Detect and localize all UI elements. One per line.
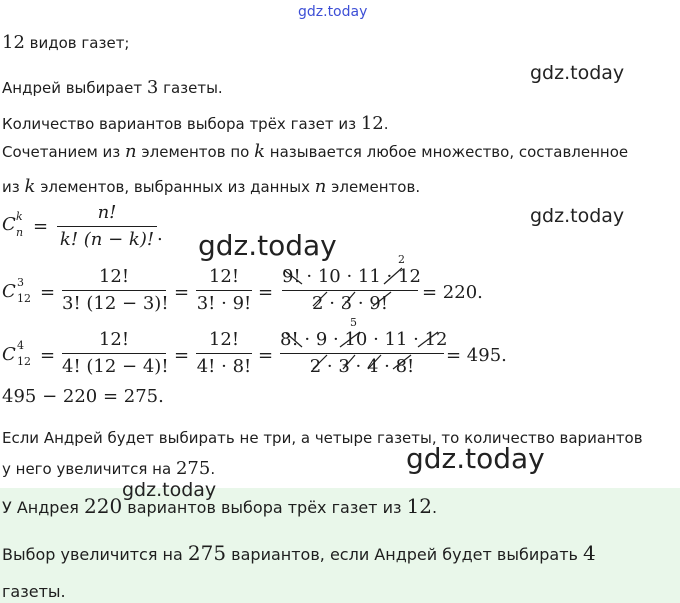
symbol: C [2,214,16,235]
numerator: n! [97,202,117,223]
text: газеты. [158,79,223,97]
line-conclusion-2 [2,459,215,479]
text: из [2,178,25,196]
superscript: 4 [17,339,24,352]
cancel-note: 5 [350,316,357,329]
text: у него увеличится на [2,460,176,478]
text: Количество вариантов выбора трёх газет из [2,115,361,133]
denominator: 2 · 3 · 9! [312,293,388,314]
denominator: 2 · 3 · 4 · 8! [309,356,415,377]
watermark: gdz.today [406,442,545,475]
numerator: 12! [208,266,240,287]
result: = 495. [446,345,507,366]
text: элементов. [326,178,421,196]
watermark: gdz.today [198,229,337,262]
numerator: 12! [98,329,130,350]
equals: = [33,216,49,237]
watermark-top: gdz.today [298,4,368,20]
number: 275 [175,458,211,479]
line-conclusion-1: Если Андрей будет выбирать не три, а четыре газеты, то количество вариантов [2,429,643,447]
period: . [157,224,163,245]
text: . [432,498,438,517]
superscript: k [16,210,23,223]
equals: = [258,345,274,366]
watermark: gdz.today [530,205,625,227]
var-n: n [314,176,327,197]
text: . [210,460,216,478]
number: 275 [187,541,227,565]
var-k: k [254,141,266,162]
number: 220 [84,494,123,518]
numerator: 12! [98,266,130,287]
answer-line-1 [2,496,437,518]
text: вариантов выбора трёх газет из [122,498,407,517]
text: вариантов, если Андрей будет выбирать [226,545,584,564]
symbol: C [2,281,16,302]
number: 4 [583,541,596,565]
numerator: 8! · 9 · 10 · 11 · 12 [280,329,448,350]
difference: 495 − 220 = 275. [2,386,164,407]
equals: = [40,345,56,366]
cancel-note: 2 [398,253,405,266]
text: элементов по [136,143,255,161]
symbol: C [2,344,16,365]
text: Выбор увеличится на [2,545,188,564]
answer-line-3: газеты. [2,582,66,601]
number: 3 [146,77,159,98]
denominator: k! (n − k)! [59,229,155,250]
text: . [383,115,389,133]
subscript: 12 [17,355,31,368]
answer-line-2 [2,543,596,565]
subscript: n [16,226,24,239]
equals: = [258,282,274,303]
denominator: 3! · 9! [196,293,252,314]
text: Сочетанием из [2,143,126,161]
superscript: 3 [17,276,24,289]
var-n: n [125,141,137,162]
text: У Андрея [2,498,85,517]
equals: = [174,345,190,366]
number: 12 [406,494,433,518]
text: видов газет; [24,34,130,52]
watermark: gdz.today [122,479,217,501]
numerator: 9! · 10 · 11 · 12 [282,266,421,287]
text: называется любое множество, составленное [265,143,629,161]
denominator: 4! (12 − 4)! [62,356,169,377]
watermark: gdz.today [530,62,625,84]
number: 12 [2,32,25,53]
subscript: 12 [17,292,31,305]
equals: = [174,282,190,303]
result: = 220. [422,282,483,303]
text: Андрей выбирает [2,79,147,97]
number: 12 [360,113,384,134]
text: элементов, выбранных из данных [35,178,315,196]
denominator: 3! (12 − 3)! [62,293,169,314]
equals: = [40,282,56,303]
numerator: 12! [208,329,240,350]
denominator: 4! · 8! [196,356,252,377]
var-k: k [24,176,36,197]
